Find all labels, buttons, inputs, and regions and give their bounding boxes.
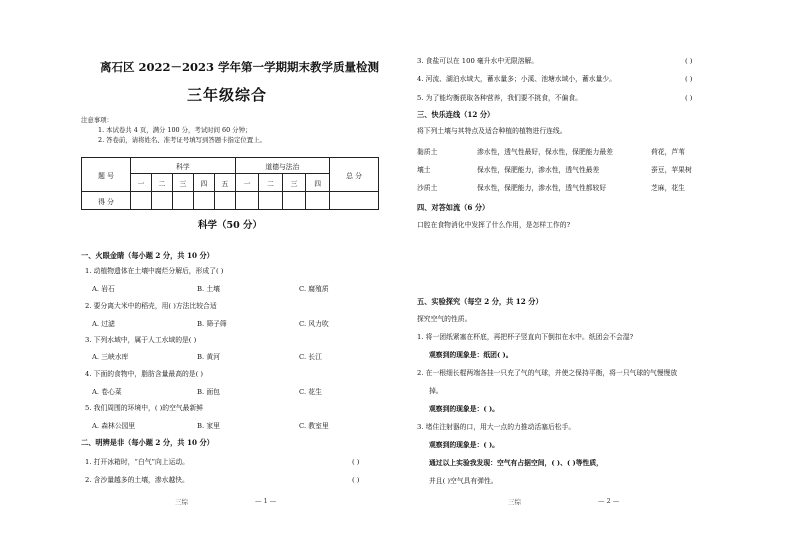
q4-option-c: C. 花生 bbox=[299, 388, 322, 396]
section-5-heading: 五、实验探究（每空 2 分，共 12 分） bbox=[417, 297, 543, 306]
question-4: 4. 下面的食物中，脂肪含量最高的是( ) bbox=[85, 370, 204, 378]
soil-feature: 保水性，保肥能力，渗水性，透气性最差 bbox=[477, 166, 600, 174]
grade-heading: 三年级综合 bbox=[187, 86, 268, 104]
judge-2: 2. 含沙量越多的土壤，渗水越快。 bbox=[85, 476, 189, 484]
page-divider bbox=[394, 18, 395, 528]
answer-paren: ( ) bbox=[352, 458, 360, 466]
moral-col: 一 bbox=[235, 174, 258, 192]
score-cell bbox=[172, 192, 193, 210]
q5-option-b: B. 家里 bbox=[197, 422, 220, 430]
q5-option-c: C. 教室里 bbox=[299, 422, 329, 430]
judge-1: 1. 打开冰箱时，“白气”向上运动。 bbox=[85, 458, 189, 466]
experiment-2-observation: 观察到的现象是：( )。 bbox=[429, 405, 499, 413]
section-3-instruction: 将下列土壤与其特点及适合种植的植物进行连线。 bbox=[417, 127, 567, 135]
section-1-heading: 一、火眼金睛（每小题 2 分，共 10 分） bbox=[81, 251, 214, 260]
experiment-3: 3. 堵住注射器的口，用大一点的力推动活塞后松手。 bbox=[417, 423, 576, 431]
left-page bbox=[80, 0, 380, 543]
score-cell bbox=[193, 192, 214, 210]
conclusion-line-2: 并且( )空气具有弹性。 bbox=[429, 477, 498, 485]
total-header: 总 分 bbox=[330, 158, 379, 192]
conclusion-line-1: 通过以上实验我发现：空气有占据空间，( )、( )等性质， bbox=[429, 459, 603, 467]
soil-name: 沙质土 bbox=[417, 184, 438, 192]
science-column-header: 科学 bbox=[131, 158, 236, 174]
q1-option-b: B. 土壤 bbox=[197, 285, 220, 293]
section-4-question: 口腔在食物消化中发挥了什么作用，是怎样工作的? bbox=[417, 221, 571, 229]
score-cell bbox=[330, 192, 379, 210]
score-cell bbox=[259, 192, 282, 210]
answer-paren: ( ) bbox=[352, 476, 360, 484]
experiment-2-line-1: 2. 在一根细长棍两端各挂一只充了气的气球，并使之保持平衡，将一只气球的气慢慢放 bbox=[417, 369, 678, 377]
score-cell bbox=[306, 192, 330, 210]
label-defen: 得 分 bbox=[82, 192, 131, 210]
judge-3: 3. 食盐可以在 100 毫升水中无限溶解。 bbox=[417, 57, 539, 65]
science-col: 二 bbox=[151, 174, 172, 192]
section-4-heading: 四、对答如流（6 分） bbox=[417, 203, 490, 212]
q4-option-a: A. 卷心菜 bbox=[92, 388, 122, 396]
moral-column-header: 道德与法治 bbox=[235, 158, 329, 174]
section-3-heading: 三、快乐连线（12 分） bbox=[417, 110, 495, 119]
question-2: 2. 要分离大米中的稻壳，用( )方法比较合适 bbox=[85, 302, 217, 310]
question-1: 1. 动植物遗体在土壤中腐烂分解后，形成了( ) bbox=[85, 267, 224, 275]
soil-plant: 荷花，芦苇 bbox=[651, 148, 685, 156]
experiment-2-line-2: 掉。 bbox=[429, 387, 443, 395]
score-table bbox=[81, 157, 379, 210]
soil-name: 壤土 bbox=[417, 166, 431, 174]
right-page bbox=[415, 0, 715, 543]
q5-option-a: A. 森林公园里 bbox=[92, 422, 136, 430]
notice-heading: 注意事项： bbox=[81, 116, 113, 124]
experiment-3-observation: 观察到的现象是：( )。 bbox=[429, 441, 499, 449]
answer-paren: ( ) bbox=[685, 94, 693, 102]
q3-option-a: A. 三峡水库 bbox=[92, 353, 129, 361]
science-col: 四 bbox=[193, 174, 214, 192]
soil-feature: 渗水性，透气性最好，保水性，保肥能力最差 bbox=[477, 148, 613, 156]
soil-plant: 芝麻，花生 bbox=[651, 184, 685, 192]
footer-left-code: 三综 bbox=[175, 498, 188, 506]
judge-5: 5. 为了能均衡获取各种营养，我们要不挑食，不偏食。 bbox=[417, 94, 582, 102]
soil-feature: 保水性，保肥能力，渗水性，透气性都较好 bbox=[477, 184, 607, 192]
footer-right-code: 三综 bbox=[508, 498, 521, 506]
q2-option-b: B. 筛子筛 bbox=[197, 320, 227, 328]
answer-paren: ( ) bbox=[685, 75, 693, 83]
q3-option-c: C. 长江 bbox=[299, 353, 322, 361]
science-col: 一 bbox=[131, 174, 152, 192]
q4-option-b: B. 面包 bbox=[197, 388, 220, 396]
moral-col: 二 bbox=[259, 174, 282, 192]
notice-item-1: 1. 本试卷共 4 页，满分 100 分，考试时间 60 分钟； bbox=[98, 126, 252, 134]
moral-col: 三 bbox=[282, 174, 305, 192]
science-col: 五 bbox=[214, 174, 235, 192]
science-header: 科学（50 分） bbox=[198, 220, 263, 231]
answer-paren: ( ) bbox=[685, 57, 693, 65]
score-cell bbox=[151, 192, 172, 210]
section-2-heading: 二、明辨是非（每小题 2 分，共 10 分） bbox=[81, 438, 214, 447]
score-cell bbox=[235, 192, 258, 210]
moral-col: 四 bbox=[306, 174, 330, 192]
footer-right-page: — 2 — bbox=[598, 497, 620, 505]
footer-left-page: — 1 — bbox=[255, 497, 277, 505]
section-5-instruction: 探究空气的性质。 bbox=[417, 315, 472, 323]
soil-name: 黏质土 bbox=[417, 148, 438, 156]
q1-option-a: A. 岩石 bbox=[92, 285, 115, 293]
score-cell bbox=[131, 192, 152, 210]
question-3: 3. 下列水域中，属于人工水域的是( ) bbox=[85, 336, 197, 344]
label-tihao: 题 号 bbox=[82, 158, 131, 192]
experiment-1-observation: 观察到的现象是：纸团( )。 bbox=[429, 351, 513, 359]
soil-plant: 蚕豆，苹果树 bbox=[651, 166, 692, 174]
experiment-1: 1. 将一团纸紧塞在杯底，再把杯子竖直向下倒扣在水中。纸团会不会湿? bbox=[417, 333, 634, 341]
judge-4: 4. 河流、湖泊水域大，蓄水量多；小溪、池塘水域小，蓄水量少。 bbox=[417, 75, 616, 83]
score-cell bbox=[214, 192, 235, 210]
score-cell bbox=[282, 192, 305, 210]
q3-option-b: B. 黄河 bbox=[197, 353, 220, 361]
exam-title: 离石区 2022－2023 学年第一学期期末教学质量检测 bbox=[100, 60, 380, 74]
notice-item-2: 2. 答卷前，请将姓名、准考证号填写到答题卡指定位置上。 bbox=[98, 136, 266, 144]
q2-option-a: A. 过滤 bbox=[92, 320, 115, 328]
q2-option-c: C. 风力吹 bbox=[299, 320, 329, 328]
science-col: 三 bbox=[172, 174, 193, 192]
question-5: 5. 我们周围的环境中，( )的空气最新鲜 bbox=[85, 404, 204, 412]
q1-option-c: C. 腐殖质 bbox=[299, 285, 329, 293]
